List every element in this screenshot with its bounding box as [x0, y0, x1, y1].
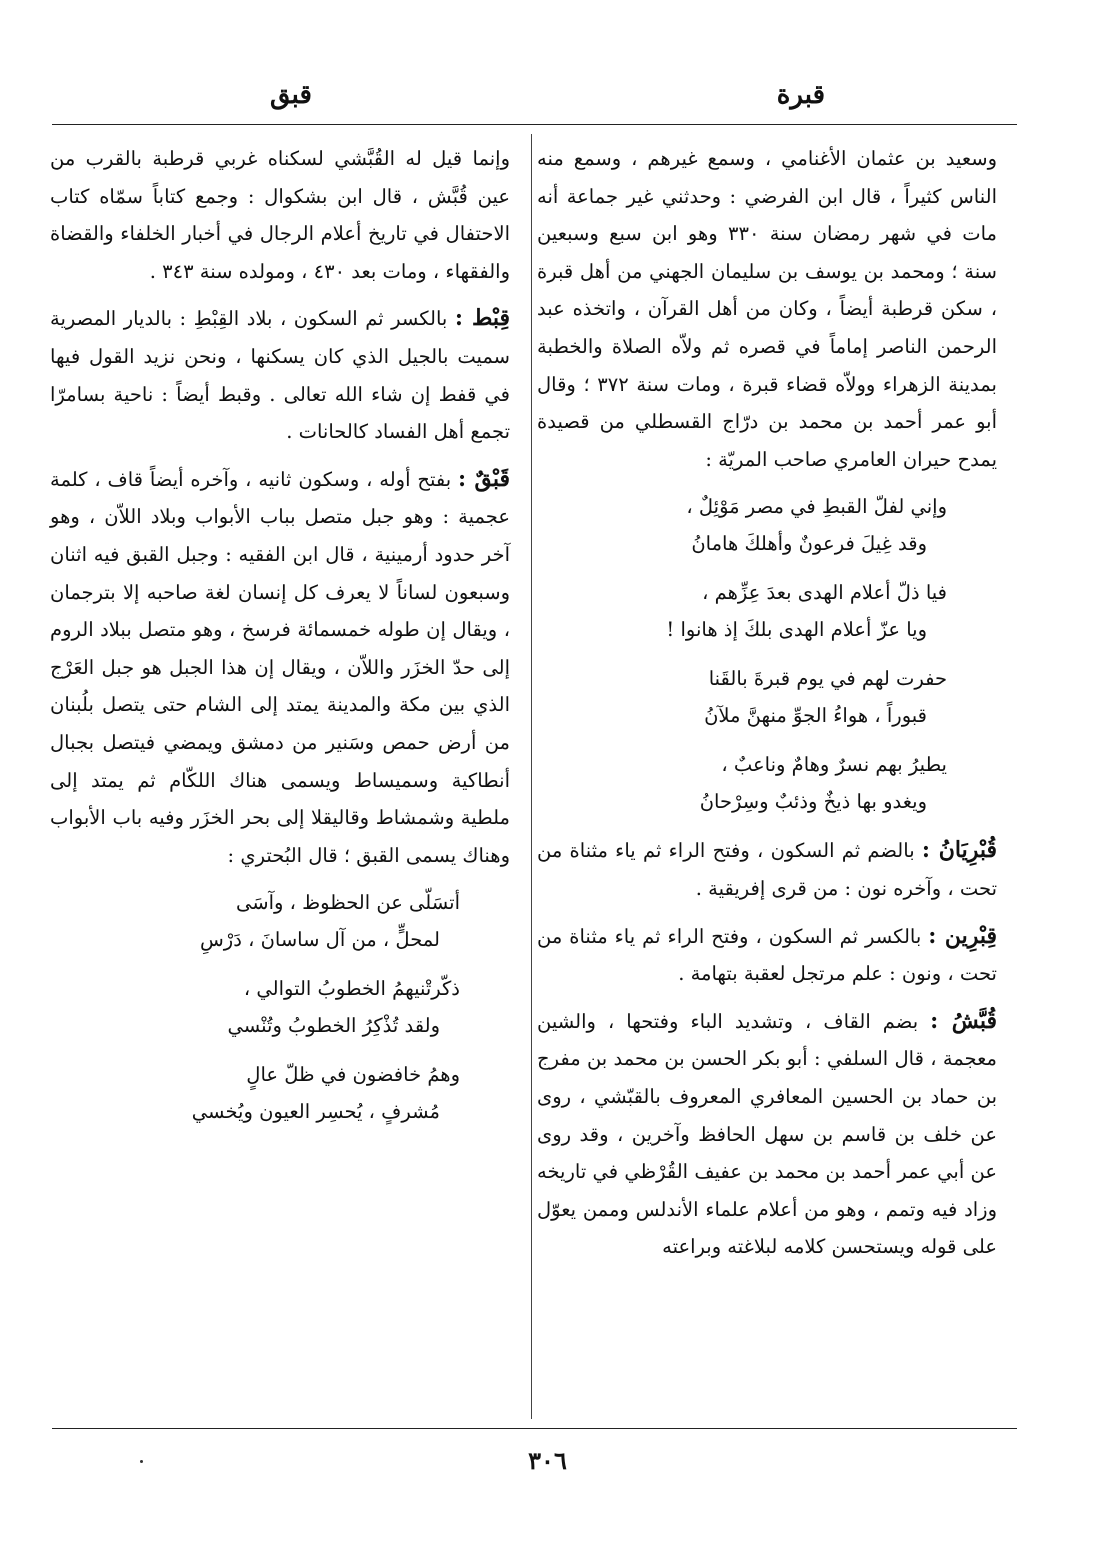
- margin-dot: [140, 1460, 143, 1463]
- column-divider: [531, 134, 532, 1419]
- verse-line: ويغدو بها ذيخٌ وذئبٌ وسِرْحانُ: [699, 790, 927, 814]
- entry-headword: قُبَّشُ :: [930, 1007, 998, 1034]
- entry-headword: قُبْرِيَانُ :: [921, 837, 997, 864]
- verse-line: وهمُ خافضون في ظلّ عالٍ: [246, 1063, 460, 1087]
- entry-qibt: [50, 300, 510, 450]
- paragraph-qubbash-cont: وإنما قيل له القُبَّشي لسكناه غربي قرطبة بالقرب من عين قُبَّش ، قال ابن بشكوال : وجمع كتاباً سمّاه كتاب الاحتفال في تاريخ أعلام الرجال في أخبار الخلفاء والقضاة والفقهاء ، ومات بعد ٤٣٠ ، ومولده سنة ٣٤٣ .: [50, 147, 510, 283]
- verse-line: ويا عزّ أعلام الهدى بلكَ إذ هانوا !: [666, 618, 927, 642]
- verse-line: وإني لفلّ القبطِ في مصر مَوْئِلٌ ،: [686, 495, 947, 519]
- verse: [50, 884, 510, 958]
- entry-headword: قَبْقٌ :: [458, 465, 510, 492]
- entry-text: بضم القاف ، وتشديد الباء وفتحها ، والشين معجمة ، قال السلفي : أبو بكر الحسن بن محمد بن مفرج بن حماد بن الحسين المعافري المعروف بالقبّشي ، روى عن خلف بن قاسم بن سهل الحافظ وآخرين ، وقد روى عن أبي عمر أحمد بن محمد بن عفيف القُرْظي في تاريخه وزاد فيه وتمم ، وهو من أعلام علماء الأندلس وممن يعوّل على قوله ويستحسن كلامه لبلاغته وبراعته: [537, 1009, 997, 1259]
- verse: [537, 660, 997, 734]
- left-column: [50, 140, 510, 1142]
- verse-line: قبوراً ، هواءُ الجوِّ منهنَّ ملآنُ: [704, 704, 927, 728]
- entry-qubriyan: [537, 832, 997, 907]
- paragraph-qabra-cont: وسعيد بن عثمان الأغنامي ، وسمع غيرهم ، وسمع منه الناس كثيراً ، قال ابن الفرضي : وحدثني غير جماعة أنه مات في شهر رمضان سنة ٣٣٠ وهو ابن سبع وسبعين سنة ؛ ومحمد بن يوسف بن سليمان الجهني من أهل قبرة ، سكن قرطبة أيضاً ، وكان من أهل القرآن ، واتخذه عبد الرحمن الناصر إماماً في قصره ثم ولاّه الصلاة والخطبة بمدينة الزهراء وولاّه قضاء قبرة ، ومات سنة ٣٧٢ ؛ وقال أبو عمر أحمد بن محمد بن درّاج القسطلي من قصيدة يمدح حيران العامري صاحب المريّة :: [537, 147, 998, 471]
- entry-qabaq: [50, 461, 510, 875]
- header-left-title: قبق: [270, 80, 312, 110]
- verse-line: لمحلٍّ ، من آل ساسانَ ، دَرْسِ: [199, 928, 440, 952]
- verse-line: حفرت لهم في يوم قبرةَ بالقَنا: [708, 667, 947, 691]
- verse-line: ولقد تُذْكِرُ الخطوبُ وتُنْسي: [227, 1014, 440, 1038]
- running-header: [60, 80, 1035, 120]
- entry-headword: قِبْط :: [454, 305, 510, 332]
- verse: [50, 970, 510, 1044]
- verse: [537, 488, 997, 562]
- verse: [537, 574, 997, 648]
- entry-text: بالضم ثم السكون ، وفتح الراء ثم ياء مثناة من تحت ، وآخره نون : من قرى إفريقية .: [537, 839, 997, 900]
- verse: [50, 1056, 510, 1130]
- page-number: ٣٠٦: [528, 1446, 567, 1475]
- verse-line: ذكّرتْنيهمُ الخطوبُ التوالي ،: [243, 977, 460, 1001]
- verse: [537, 746, 997, 820]
- verse-line: يطيرُ بهم نسرٌ وهامٌ وناعبٌ ،: [721, 753, 947, 777]
- footer-rule: [52, 1428, 1017, 1429]
- entry-text: بفتح أوله ، وسكون ثانيه ، وآخره أيضاً قاف ، كلمة عجمية : وهو جبل متصل بباب الأبواب وبلاد اللاّن ، وهو آخر حدود أرمينية ، قال ابن الفقيه : وجبل القبق فيه اثنان وسبعون لساناً لا يعرف كل إنسان لغة صاحبه إلا بترجمان ، ويقال إن طوله خمسمائة فرسخ ، وهو متصل ببلاد الروم إلى حدّ الخزَر واللاّن ، ويقال إن هذا الجبل هو جبل العَرْج الذي بين مكة والمدينة يمتد إلى الشام حتى يتصل بلُبنان من أرض حمص وسَنير من دمشق ويمضي فيتصل بجبال أنطاكية وسميساط ويسمى هناك اللكّام ثم يمتد إلى ملطية وشمشاط وقاليقلا إلى بحر الخزَر وفيه باب الأبواب وهناك يسمى القبق ؛ قال البُحتري :: [50, 467, 510, 867]
- verse-line: فيا ذلّ أعلام الهدى بعدَ عِزِّهم ،: [702, 581, 947, 605]
- entry-headword: قِبْرِين :: [928, 922, 997, 949]
- entry-qibrin: [537, 918, 997, 993]
- header-right-title: قبرة: [776, 80, 825, 110]
- header-rule: [52, 124, 1017, 125]
- entry-text: بالكسر ثم السكون ، وفتح الراء ثم ياء مثناة من تحت ، ونون : علم مرتجل لعقبة بتهامة .: [537, 924, 997, 986]
- verse-line: مُشرفٍ ، يُحسِر العيون ويُخسي: [191, 1100, 440, 1124]
- entry-qubbash: [537, 1003, 997, 1266]
- entry-text: بالكسر ثم السكون ، بلاد القِبْطِ : بالديار المصرية سميت بالجيل الذي كان يسكنها ، ونحن نزيد القول فيها في قفط إن شاء الله تعالى . وقبط أيضاً : ناحية بسامرّا تجمع أهل الفساد كالحانات .: [50, 307, 510, 444]
- verse-line: وقد غِيلَ فرعونٌ وأهلكَ هامانُ: [691, 532, 927, 556]
- right-column: [537, 140, 997, 1276]
- verse-line: أتسَلّى عن الحظوظ ، وآسَى: [236, 891, 460, 915]
